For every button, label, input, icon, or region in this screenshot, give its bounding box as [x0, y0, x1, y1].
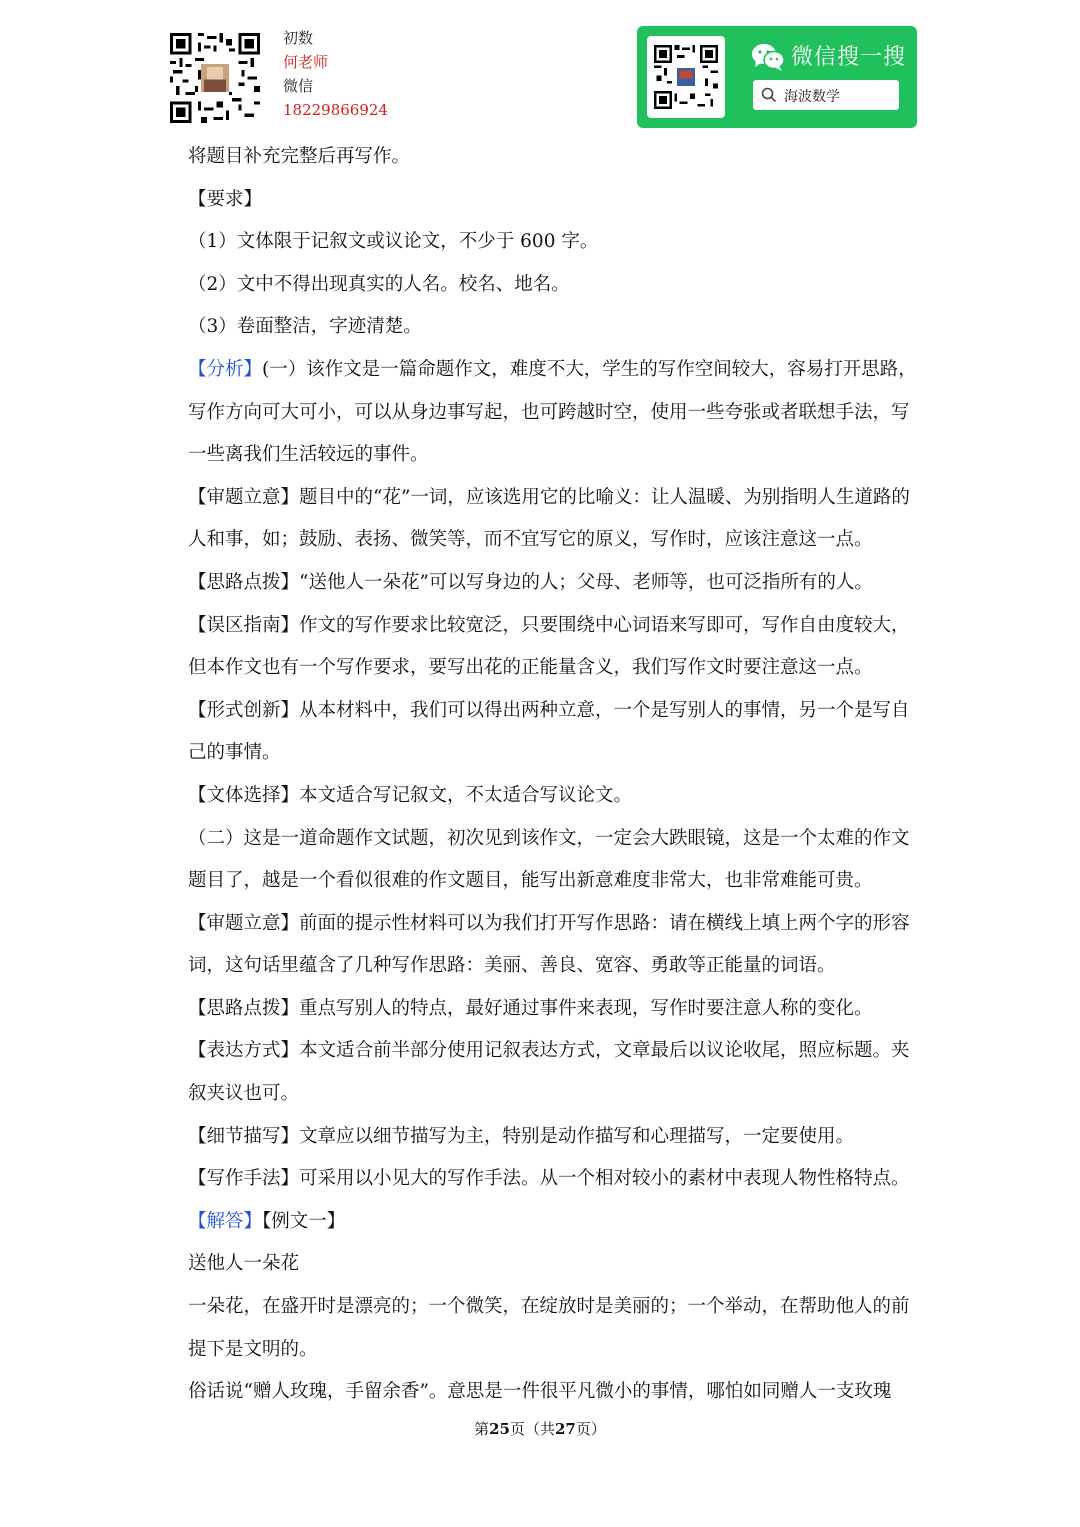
- paragraph-text: 【文体选择】本文适合写记叙文，不太适合写议论文。: [188, 784, 633, 806]
- paragraph-text: 【思路点拨】重点写别人的特点，最好通过事件来表现，写作时要注意人称的变化。: [188, 997, 873, 1019]
- paragraph-text: 俗话说“赠人玫瑰，手留余香”。意思是一件很平凡微小的事情，哪怕如同赠人一支玫瑰: [188, 1381, 892, 1403]
- teacher-contact-block: [283, 26, 388, 122]
- analysis-label: 【分析】: [188, 358, 263, 380]
- paragraph-requirement-3: [188, 306, 920, 349]
- paragraph-writing-technique: [188, 1158, 920, 1201]
- essay-title: [188, 1243, 920, 1286]
- paragraph-text: （二）这是一道命题作文试题，初次见到该作文，一定会大跌眼镜，这是一个太难的作文题目了，越是一个看似很难的作文题目，能写出新意难度非常大，也非常难能可贵。: [188, 827, 910, 892]
- paragraph-text: 送他人一朵花: [188, 1253, 300, 1275]
- wechat-qr-code-image: [654, 45, 718, 109]
- paragraph-analysis-part-2: [188, 818, 920, 903]
- paragraph-analysis: [188, 349, 920, 477]
- footer-middle: 页（共: [509, 1420, 555, 1438]
- page-footer: [0, 1418, 1080, 1439]
- contact-teacher-name: 何老师: [283, 53, 329, 71]
- paragraph-text: 【例文一】: [262, 1210, 346, 1232]
- paragraph-text: (一）该作文是一篇命题作文，难度不大，学生的写作空间较大，容易打开思路，写作方向可大可小，可以从身边事写起，也可跨越时空，使用一些夸张或者联想手法，写一些离我们生活较远的事件。: [188, 358, 917, 466]
- essay-paragraph-1: [188, 1286, 920, 1371]
- paragraph-requirements-heading: [188, 179, 920, 222]
- paragraph-genre-choice: [188, 775, 920, 818]
- paragraph-requirement-2: [188, 264, 920, 307]
- paragraph-detail-description: [188, 1116, 920, 1159]
- contact-wechat-label: 微信: [283, 77, 314, 95]
- wechat-qr-frame: [647, 36, 725, 118]
- paragraph-topic-intent-2: [188, 903, 920, 988]
- paragraph-text: （1）文体限于记叙文或议论文，不少于 600 字。: [188, 231, 599, 253]
- wechat-search-query: 海波数学: [784, 89, 840, 105]
- paragraph-instruction: [188, 136, 920, 179]
- wechat-search-title: 微信搜一搜: [791, 45, 907, 70]
- footer-page-number: 25: [489, 1420, 510, 1438]
- teacher-qr-code-image: [170, 32, 260, 124]
- contact-phone-number: 18229866924: [283, 101, 388, 119]
- paragraph-text: 【审题立意】前面的提示性材料可以为我们打开写作思路：请在横线上填上两个字的形容词，这句话里蕴含了几种写作思路：美丽、善良、宽容、勇敢等正能量的词语。: [188, 912, 910, 977]
- paragraph-text: 【细节描写】文章应以细节描写为主，特别是动作描写和心理描写，一定要使用。: [188, 1125, 855, 1147]
- paragraph-idea-tips-1: [188, 562, 920, 605]
- paragraph-text: 【表达方式】本文适合前半部分使用记叙表达方式，文章最后以议论收尾，照应标题。夹叙夹议也可。: [188, 1040, 910, 1105]
- wechat-search-box[interactable]: [753, 80, 899, 110]
- paragraph-text: 一朵花，在盛开时是漂亮的；一个微笑，在绽放时是美丽的；一个举动，在帮助他人的前提下是文明的。: [188, 1296, 910, 1360]
- paragraph-text: （2）文中不得出现真实的人名。校名、地名。: [188, 273, 570, 295]
- paragraph-text: 将题目补充完整后再写作。: [188, 146, 411, 167]
- wechat-logo-icon: [751, 42, 785, 72]
- answer-label: 【解答】: [188, 1210, 263, 1232]
- paragraph-text: 【思路点拨】“送他人一朵花”可以写身边的人；父母、老师等，也可泛指所有的人。: [188, 571, 873, 593]
- footer-prefix: 第: [474, 1420, 490, 1438]
- wechat-search-card[interactable]: [637, 26, 917, 128]
- paragraph-text: 【误区指南】作文的写作要求比较宽泛，只要围绕中心词语来写即可，写作自由度较大，但本作文也有一个写作要求，要写出花的正能量含义，我们写作文时要注意这一点。: [188, 614, 910, 679]
- paragraph-text: 【要求】: [188, 188, 263, 210]
- paragraph-text: （3）卷面整洁，字迹清楚。: [188, 316, 422, 338]
- contact-subject: 初数: [283, 29, 314, 47]
- paragraph-answer: [188, 1201, 920, 1244]
- paragraph-text: 【写作手法】可采用以小见大的写作手法。从一个相对较小的素材中表现人物性格特点。: [188, 1168, 910, 1190]
- essay-paragraph-2: [188, 1371, 920, 1414]
- footer-total-pages: 27: [555, 1420, 576, 1438]
- paragraph-expression-mode: [188, 1030, 920, 1115]
- document-body: [188, 136, 920, 1414]
- footer-suffix: 页）: [575, 1420, 606, 1438]
- paragraph-form-innovation: [188, 690, 920, 775]
- paragraph-pitfall-guide: [188, 605, 920, 690]
- paragraph-topic-intent-1: [188, 477, 920, 562]
- paragraph-idea-tips-2: [188, 988, 920, 1031]
- paragraph-requirement-1: [188, 221, 920, 264]
- paragraph-text: 【形式创新】从本材料中，我们可以得出两种立意，一个是写别人的事情，另一个是写自己的事情。: [188, 699, 910, 764]
- search-icon: [761, 87, 777, 103]
- paragraph-text: 【审题立意】题目中的“花”一词，应该选用它的比喻义：让人温暖、为别指明人生道路的人和事，如；鼓励、表扬、微笑等，而不宜写它的原义，写作时，应该注意这一点。: [188, 486, 910, 551]
